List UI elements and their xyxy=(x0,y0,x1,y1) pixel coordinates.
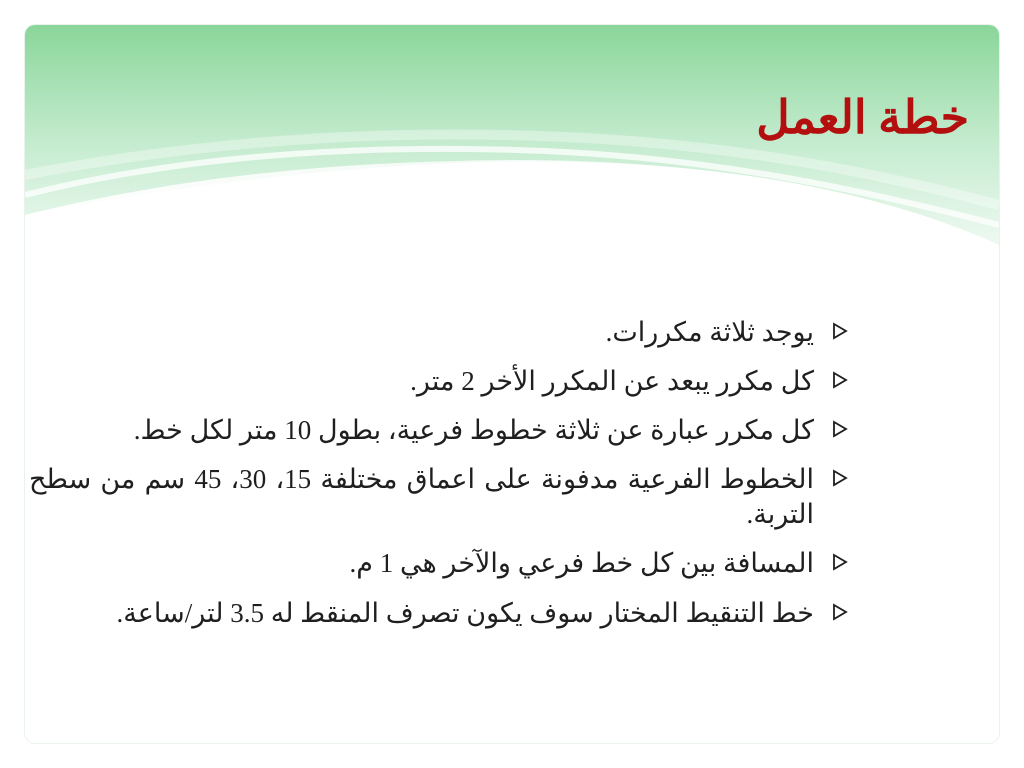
list-item xyxy=(29,596,849,631)
bullet-text: خط التنقيط المختار سوف يكون تصرف المنقط له 3.5 لتر/ساعة. xyxy=(116,597,814,628)
slide-frame xyxy=(25,25,999,743)
bullet-text: كل مكرر يبعد عن المكرر الأخر 2 متر. xyxy=(410,366,814,397)
chevron-right-icon xyxy=(831,322,849,340)
slide-title: خطة العمل xyxy=(756,92,969,143)
bullet-text: يوجد ثلاثة مكررات. xyxy=(605,317,814,347)
list-item xyxy=(29,364,849,399)
bullet-text: الخطوط الفرعية مدفونة على اعماق مختلفة 15، 30، 45 سم من سطح التربة. xyxy=(29,464,815,530)
list-item xyxy=(29,413,849,448)
list-item xyxy=(29,546,849,581)
chevron-right-icon xyxy=(831,420,849,438)
header-wave-band xyxy=(25,25,999,265)
chevron-right-icon xyxy=(831,469,849,487)
bullet-text: كل مكرر عبارة عن ثلاثة خطوط فرعية، بطول 10 متر لكل خط. xyxy=(133,415,814,446)
list-item xyxy=(29,462,849,532)
chevron-right-icon xyxy=(831,603,849,621)
bullet-list xyxy=(29,315,849,645)
chevron-right-icon xyxy=(831,371,849,389)
bullet-text: المسافة بين كل خط فرعي والآخر هي 1 م. xyxy=(349,548,814,579)
chevron-right-icon xyxy=(831,553,849,571)
list-item xyxy=(29,315,849,350)
